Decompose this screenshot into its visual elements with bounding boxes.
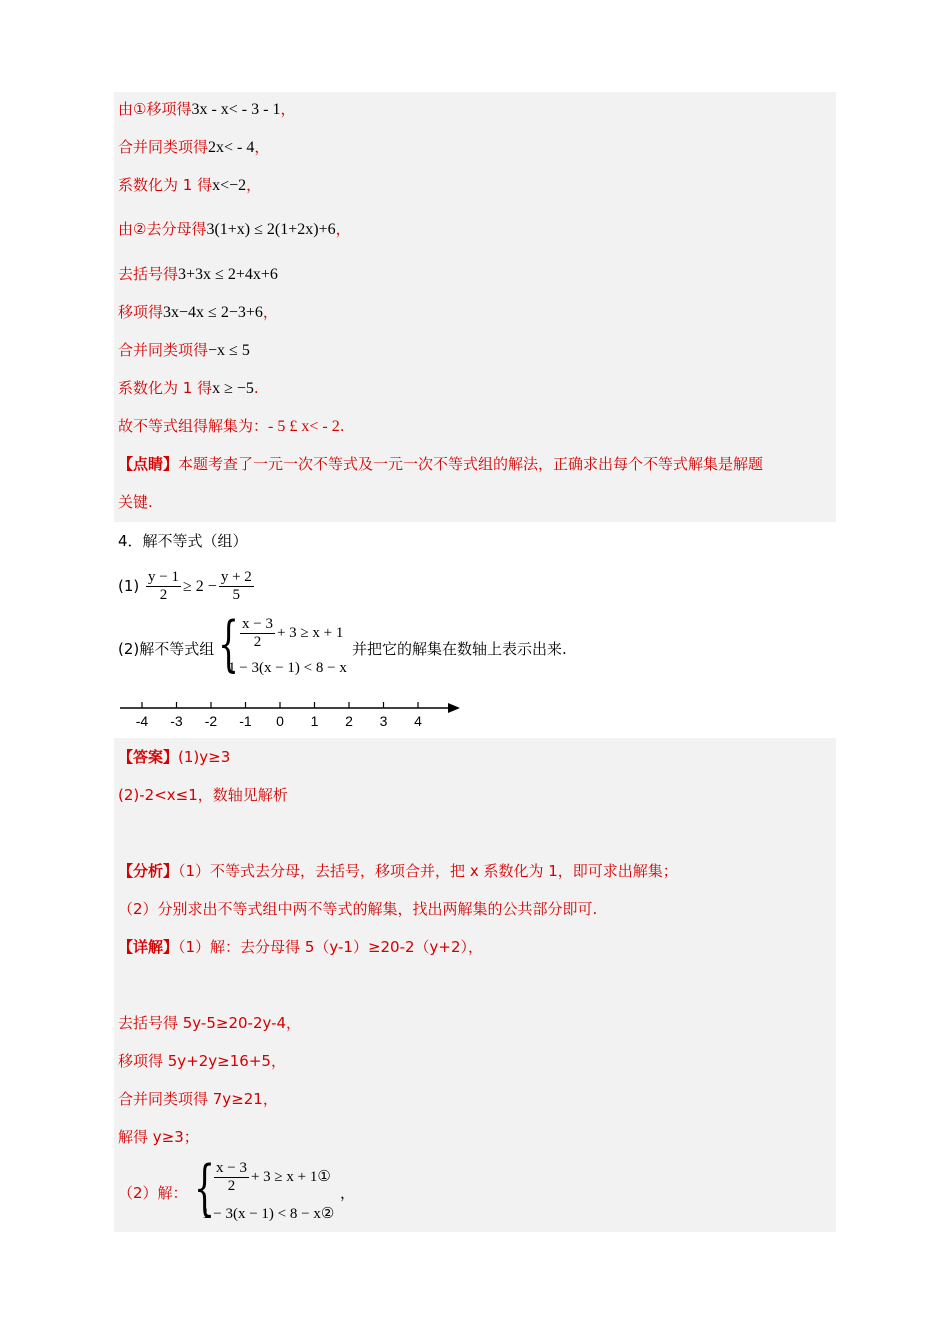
step-line-6 (118, 301, 278, 324)
question-title: 4．解不等式（组） (118, 532, 248, 550)
step-text: 系数化为 1 得 (118, 379, 213, 397)
step-line-9 (118, 415, 344, 438)
answer-line-1 (118, 746, 230, 768)
step-line-2 (118, 136, 269, 159)
comment-text: 本题考查了一元一次不等式及一元一次不等式组的解法，正确求出每个不等式解集是解题 (178, 455, 764, 473)
step-punct: ， (254, 138, 270, 156)
analysis-line-1 (118, 860, 678, 882)
detail-system-brace: { (194, 1153, 216, 1223)
number-line-tick-label: -1 (239, 713, 252, 729)
detail-system-row-1-fraction (214, 1160, 249, 1195)
analysis-tag: 【分析】 (118, 862, 179, 880)
fraction-1-den: 2 (159, 587, 168, 603)
number-line-tick-label: 2 (345, 713, 353, 729)
system-row-1 (238, 616, 343, 651)
system-row-2: 1 − 3(x − 1) < 8 − x (228, 660, 347, 676)
detail-line-5: 解得 y≥3； (118, 1128, 199, 1146)
comment-line (118, 453, 763, 475)
step-text: 故不等式组得解集为： (118, 417, 269, 435)
answer-1: (1)y≥3 (178, 748, 231, 766)
number-line (112, 694, 472, 734)
step-math: x ≥ −5 (212, 380, 254, 397)
step-punct: ， (246, 176, 262, 194)
detail-line-3: 移项得 5y+2y≥16+5， (118, 1052, 286, 1070)
answer-block (114, 738, 836, 1232)
part-1-mid: ≥ 2 − (183, 578, 217, 595)
step-punct: . (253, 379, 259, 397)
step-math: 3(1+x) ≤ 2(1+2x)+6 (206, 221, 336, 238)
system-row-1-rest: + 3 ≥ x + 1 (276, 624, 344, 641)
detail-system-row-1-den: 2 (227, 1178, 236, 1194)
step-line-8 (118, 377, 259, 400)
step-math: 3x - x< - 3 - 1 (191, 101, 281, 118)
step-line-7 (118, 339, 250, 362)
detail-system-row-1-num: x − 3 (216, 1160, 247, 1176)
fraction-2 (219, 569, 254, 604)
answer-line-2: (2)-2<x≤1，数轴见解析 (118, 786, 288, 804)
answer-tag: 【答案】 (118, 748, 179, 766)
detail-line-2: 去括号得 5y-5≥20-2y-4， (118, 1014, 302, 1032)
detail-system-row-1-rest: + 3 ≥ x + 1① (250, 1168, 331, 1185)
step-text: 移项得 (118, 303, 164, 321)
comment-text-2: 关键. (118, 493, 153, 511)
step-punct: . (339, 417, 345, 435)
step-line-4 (118, 218, 351, 241)
system-row-1-num: x − 3 (242, 616, 273, 632)
step-text: 合并同类项得 (118, 341, 209, 359)
number-line-tick-label: 3 (379, 713, 388, 729)
step-text: 合并同类项得 (118, 138, 209, 156)
step-text: 由①移项得 (118, 100, 192, 118)
detail-tag: 【详解】 (118, 938, 179, 956)
step-punct: ， (280, 100, 296, 118)
detail-line-1 (118, 936, 483, 958)
number-line-tick-label: -3 (170, 713, 183, 729)
comment-line-2 (118, 491, 153, 513)
system-row-1-den: 2 (253, 634, 262, 650)
step-math: 3x−4x ≤ 2−3+6 (163, 304, 263, 321)
step-text: 由②去分母得 (118, 220, 207, 238)
analysis-line-2: （2）分别求出不等式组中两不等式的解集，找出两解集的公共部分即可. (118, 900, 598, 918)
step-line-3 (118, 174, 261, 197)
step-punct: ， (262, 303, 278, 321)
detail-1: （1）解：去分母得 5（y-1）≥20-2（y+2）， (178, 938, 484, 956)
fraction-2-num: y + 2 (220, 569, 252, 585)
step-text: 系数化为 1 得 (118, 176, 213, 194)
fraction-1 (146, 569, 181, 604)
detail-system-row-1 (212, 1160, 331, 1195)
step-math: x<−2 (212, 177, 247, 194)
comment-tag: 【点睛】 (118, 455, 179, 473)
step-line-1 (118, 98, 295, 121)
question-part-1 (118, 566, 256, 607)
detail-line-6-label: （2）解： (118, 1184, 188, 1202)
step-text: 去括号得 (118, 265, 179, 283)
step-line-5 (118, 263, 278, 286)
system-brace: { (218, 609, 240, 679)
question-part-2-tail: 并把它的解集在数轴上表示出来. (352, 640, 567, 658)
number-line-tick-label: 4 (414, 713, 422, 729)
number-line-tick-label: 1 (310, 713, 319, 729)
detail-line-6-tail: ， (340, 1184, 356, 1202)
part-1-label: (1) (118, 577, 140, 595)
number-line-tick-label: -2 (204, 713, 218, 729)
question-part-2-label: (2)解不等式组 (118, 640, 215, 658)
step-math: 3+3x ≤ 2+4x+6 (178, 266, 278, 283)
step-math: - 5 £ x< - 2 (268, 418, 340, 435)
number-line-tick-label: -4 (135, 713, 149, 729)
number-line-tick-label: 0 (276, 713, 284, 729)
system-row-1-fraction (240, 616, 275, 651)
detail-system-row-2: 1 − 3(x − 1) < 8 − x② (202, 1206, 335, 1222)
fraction-2-den: 5 (232, 587, 241, 603)
detail-line-4: 合并同类项得 7y≥21， (118, 1090, 278, 1108)
analysis-1: （1）不等式去分母，去括号，移项合并，把 x 系数化为 1，即可求出解集； (178, 862, 678, 880)
step-math: −x ≤ 5 (208, 342, 250, 359)
fraction-1-num: y − 1 (148, 569, 179, 585)
step-math: 2x< - 4 (208, 139, 255, 156)
number-line-arrow (448, 703, 460, 713)
step-punct: ， (335, 220, 351, 238)
